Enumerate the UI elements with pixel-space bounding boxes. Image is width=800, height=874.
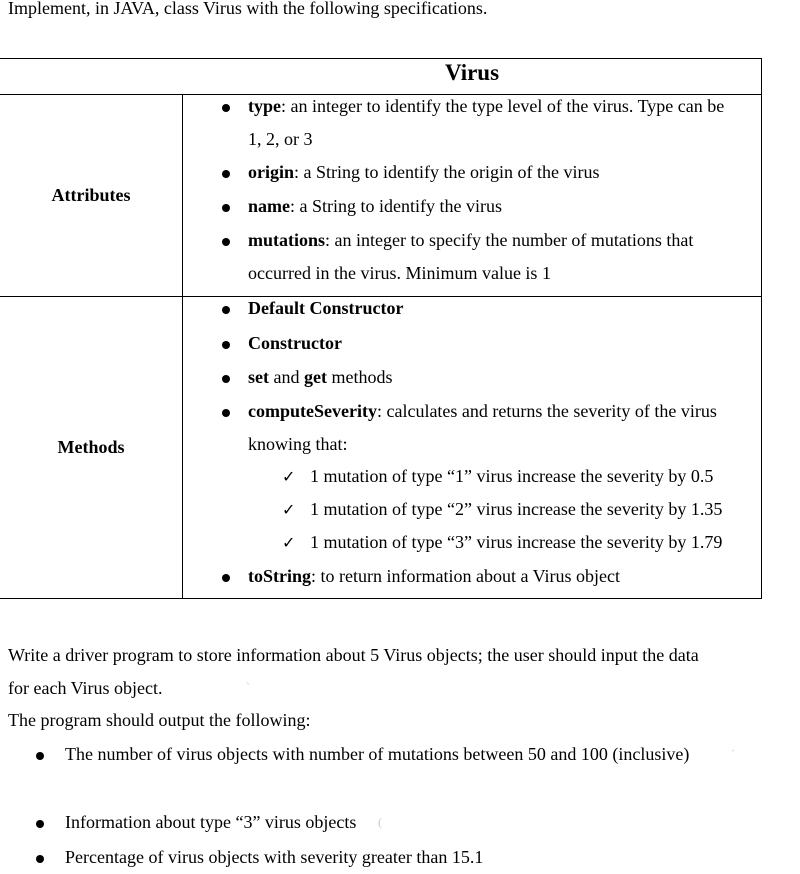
check-mark-icon: ✓ <box>282 533 296 552</box>
attribute-type: type: an integer to identify the type level of the virus. Type can be <box>248 96 725 116</box>
table-border-bottom <box>0 598 762 599</box>
severity-rule-type-1: 1 mutation of type “1” virus increase the severity by 0.5 <box>310 466 714 486</box>
driver-paragraph-line-2: for each Virus object. <box>8 678 163 698</box>
bullet-dot-icon <box>36 820 44 828</box>
attribute-mutations: mutations: an integer to specify the number of mutations that <box>248 230 694 250</box>
bullet-dot-icon <box>222 204 230 212</box>
output-item-type3-info: Information about type “3” virus objects <box>65 812 357 832</box>
bullet-dot-icon <box>222 238 230 246</box>
attribute-type-cont: 1, 2, or 3 <box>248 129 313 149</box>
output-item-mutation-count: The number of virus objects with number of mutations between 50 and 100 (inclusive) <box>65 744 690 764</box>
method-compute-severity-cont: knowing that: <box>248 434 348 454</box>
table-border-right <box>761 58 762 599</box>
driver-paragraph-line-3: The program should output the following: <box>8 710 311 730</box>
attribute-name: name: a String to identify the virus <box>248 196 502 216</box>
check-mark-icon: ✓ <box>282 500 296 519</box>
bullet-dot-icon <box>36 855 44 863</box>
severity-rule-type-2: 1 mutation of type “2” virus increase the severity by 1.35 <box>310 499 723 519</box>
bullet-dot-icon <box>36 752 44 760</box>
attribute-mutations-cont: occurred in the virus. Minimum value is 1 <box>248 263 551 283</box>
method-default-constructor: Default Constructor <box>248 298 404 318</box>
table-border-header <box>0 94 762 95</box>
attribute-origin: origin: a String to identify the origin of the virus <box>248 162 600 182</box>
bullet-dot-icon <box>222 104 230 112</box>
bullet-dot-icon <box>222 375 230 383</box>
method-set-get: set and get methods <box>248 367 393 387</box>
method-constructor: Constructor <box>248 333 342 353</box>
intro-text: Implement, in JAVA, class Virus with the following specifications. <box>8 0 488 18</box>
bullet-dot-icon <box>222 409 230 417</box>
severity-rule-type-3: 1 mutation of type “3” virus increase the severity by 1.79 <box>310 532 723 552</box>
scan-artifact-mark: ` <box>246 680 250 694</box>
table-border-middle <box>0 296 762 297</box>
driver-paragraph-line-1: Write a driver program to store information about 5 Virus objects; the user should input the data <box>8 645 699 665</box>
methods-label: Methods <box>57 437 125 457</box>
method-tostring: toString: to return information about a Virus object <box>248 566 621 586</box>
table-border-top <box>0 58 762 59</box>
bullet-dot-icon <box>222 341 230 349</box>
bullet-dot-icon <box>222 574 230 582</box>
virus-spec-table <box>0 58 762 598</box>
output-item-severity-percentage: Percentage of virus objects with severity greater than 15.1 <box>65 847 484 867</box>
attributes-label: Attributes <box>51 185 131 205</box>
bullet-dot-icon <box>222 306 230 314</box>
scan-artifact-mark: ´ <box>731 747 735 761</box>
table-column-divider <box>182 94 183 598</box>
method-compute-severity: computeSeverity: calculates and returns the severity of the virus <box>248 401 717 421</box>
table-title: Virus <box>444 60 500 85</box>
scan-artifact-mark: ( <box>378 815 382 829</box>
check-mark-icon: ✓ <box>282 467 296 486</box>
bullet-dot-icon <box>222 170 230 178</box>
